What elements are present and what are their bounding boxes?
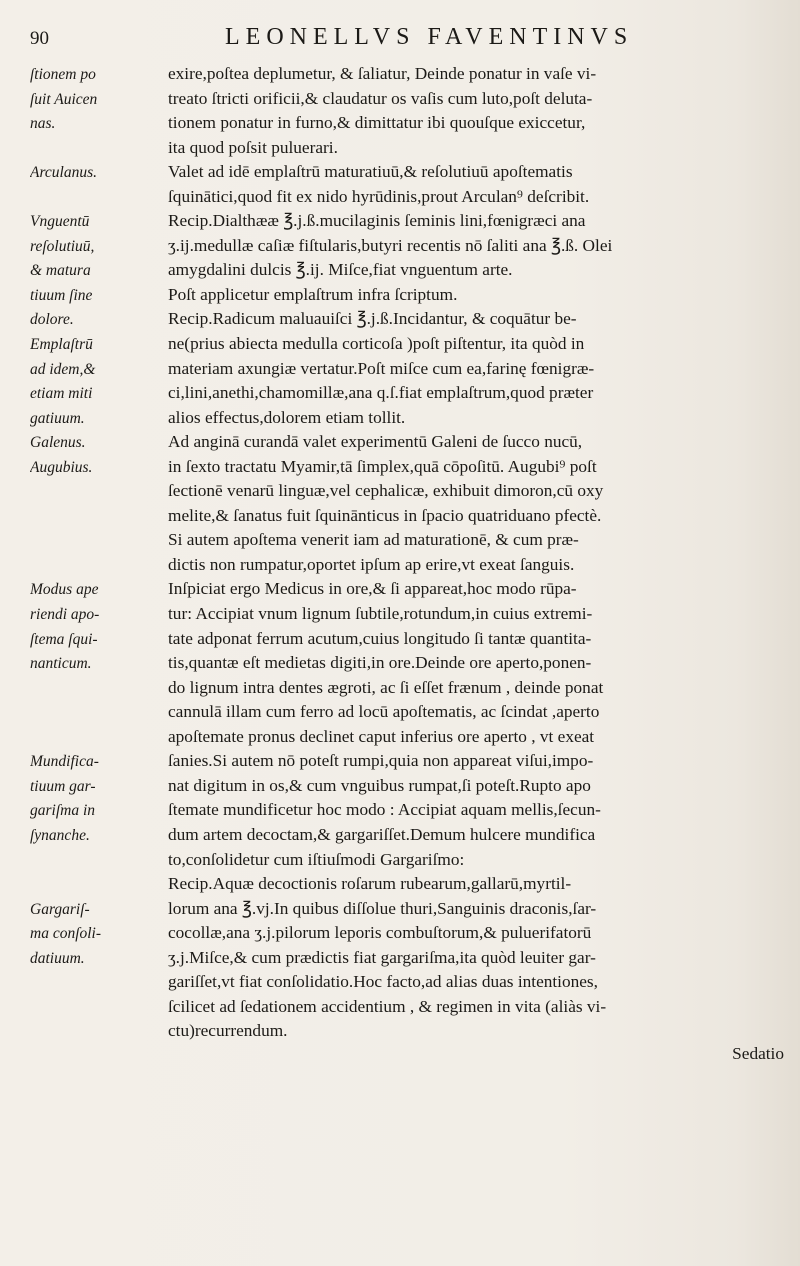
text-line <box>30 357 790 382</box>
marginal-note: Mundifica- <box>30 753 99 771</box>
body-text-line: ne(prius abiecta medulla corticoſa )poſt piſtentur, ita quòd in <box>168 334 585 354</box>
body-text-line: ʒ.j.Miſce,& cum prædictis fiat gargariſma,ita quòd leuiter gar- <box>168 947 596 967</box>
marginal-note: gariſma in <box>30 802 96 820</box>
body-text-line: dum artem decoctam,& gargariſſet.Demum hulcere mundifica <box>168 824 596 844</box>
body-text-line: Recip.Dialthææ ℥.j.ß.mucilaginis ſeminis lini,fœnigræci ana <box>168 211 586 231</box>
text-line <box>30 946 790 971</box>
marginal-note: ſtema ſqui- <box>30 630 98 648</box>
body-text-line: Inſpiciat ergo Medicus in ore,& ſi appareat,hoc modo rūpa- <box>168 579 577 599</box>
body-text-line: tate adponat ferrum acutum,cuius longitudo ſi tantæ quantita- <box>168 628 592 648</box>
body-text-line: cannulā illam cum ferro ad locū apoſtematis, ac ſcindat ,aperto <box>168 702 600 722</box>
body-text-line: ſcilicet ad ſedationem accidentium , & regimen in vita (aliàs vi- <box>168 996 607 1016</box>
body-text-line: alios effectus,dolorem etiam tollit. <box>168 407 406 427</box>
text-line <box>30 627 790 652</box>
marginal-note: Galenus. <box>30 434 86 452</box>
body-text-line: in ſexto tractatu Myamir,tā ſimplex,quā cōpoſitū. Augubi⁹ poſt <box>168 456 597 476</box>
text-line <box>30 921 790 946</box>
body-text-line: materiam axungiæ vertatur.Poſt miſce cum ea,farinę fœnigræ- <box>168 358 595 378</box>
marginal-note: tiuum ſine <box>30 286 93 304</box>
body-text-line: tur: Accipiat vnum lignum ſubtile,rotundum,in cuius extremi- <box>168 604 593 624</box>
body-text-line: Valet ad idē emplaſtrū maturatiuū,& reſolutiuū apoſtematis <box>168 162 573 182</box>
text-line <box>30 283 790 308</box>
text-line <box>30 897 790 922</box>
text-line <box>30 62 790 87</box>
running-head <box>30 22 770 52</box>
text-line <box>30 553 790 578</box>
body-text-line: Si autem apoſtema venerit iam ad maturationē, & cum præ- <box>168 530 579 550</box>
text-line <box>30 602 790 627</box>
body-text-line: cocollæ,ana ʒ.j.pilorum leporis combuſtorum,& puluerifatorū <box>168 923 592 943</box>
marginal-note: etiam miti <box>30 385 93 403</box>
marginal-note: Vnguentū <box>30 213 90 231</box>
marginal-note: nanticum. <box>30 655 92 673</box>
text-line <box>30 234 790 259</box>
marginal-note: Modus ape <box>30 581 99 599</box>
body-text-line: ſanies.Si autem nō poteſt rumpi,quia non appareat viſui,impo- <box>168 751 594 771</box>
text-line <box>30 479 790 504</box>
marginal-note: datiuum. <box>30 949 85 967</box>
marginal-note: Gargariſ- <box>30 900 90 918</box>
body-text-line: Ad anginā curandā valet experimentū Galeni de ſucco nucū, <box>168 432 583 452</box>
body-text-line: amygdalini dulcis ℥.ij. Miſce,fiat vnguentum arte. <box>168 260 513 280</box>
marginal-note: ma conſoli- <box>30 925 102 943</box>
body-text-line: Recip.Radicum maluauiſci ℥.j.ß.Incidantur, & coquātur be- <box>168 309 577 329</box>
marginal-note: reſolutiuū, <box>30 237 95 255</box>
text-line <box>30 700 790 725</box>
running-title: LEONELLVS FAVENTINVS <box>225 24 634 50</box>
body-text-line: Recip.Aquæ decoctionis roſarum rubearum,gallarū,myrtil- <box>168 874 572 894</box>
text-line <box>30 872 790 897</box>
text-line <box>30 406 790 431</box>
body-text-line: ctu)recurrendum. <box>168 1021 288 1041</box>
body-text-line: exire,poſtea deplumetur, & ſaliatur, Deinde ponatur in vaſe vi- <box>168 64 597 83</box>
text-line <box>30 430 790 455</box>
text-line <box>30 970 790 995</box>
body-text-line: to,conſolidetur cum iſtiuſmodi Gargariſmo: <box>168 849 465 869</box>
text-line <box>30 136 790 161</box>
text-line <box>30 307 790 332</box>
page-number: 90 <box>30 28 49 49</box>
text-line <box>30 381 790 406</box>
body-text-line: tis,quantæ eſt medietas digiti,in ore.Deinde ore aperto,ponen- <box>168 653 592 673</box>
text-line <box>30 676 790 701</box>
body-text-line: tionem ponatur in furno,& dimittatur ibi quouſque exiccetur, <box>168 113 586 133</box>
body-text-line: ci,lini,anethi,chamomillæ,ana q.ſ.fiat emplaſtrum,quod præter <box>168 383 594 403</box>
body-text-line: do lignum intra dentes ægroti, ac ſi eſſet frænum , deinde ponat <box>168 677 604 697</box>
body-text-line: gariſſet,vt fiat conſolidatio.Hoc facto,ad alias duas intentiones, <box>168 972 598 992</box>
marginal-note: Emplaſtrū <box>30 336 93 354</box>
marginal-note: gatiuum. <box>30 409 85 427</box>
body-text-line: Poſt applicetur emplaſtrum infra ſcriptum. <box>168 284 458 304</box>
text-line <box>30 1019 790 1044</box>
body-text-line: apoſtemate pronus declinet caput inferius ore aperto , vt exeat <box>168 726 595 746</box>
text-line <box>30 848 790 873</box>
catchword: Sedatio <box>732 1043 784 1063</box>
marginal-note: riendi apo- <box>30 606 100 624</box>
marginal-note: dolore. <box>30 311 74 329</box>
text-line <box>30 651 790 676</box>
text-line <box>30 725 790 750</box>
body-text-line: ſectionē venarū linguæ,vel cephalicæ, exhibuit dimoron,cū oxy <box>168 481 604 501</box>
body-text-line: lorum ana ℥.vj.In quibus diſſolue thuri,Sanguinis draconis,ſar- <box>168 898 597 918</box>
text-line <box>30 528 790 553</box>
text-line <box>30 160 790 185</box>
text-line <box>30 823 790 848</box>
body-text-line: dictis non rumpatur,oportet ipſum ap erire,vt exeat ſanguis. <box>168 554 575 574</box>
text-line <box>30 185 790 210</box>
marginal-note: & matura <box>30 262 91 280</box>
marginal-note: Arculanus. <box>30 164 98 182</box>
marginal-note: Augubius. <box>30 458 93 476</box>
body-text-line: treato ſtricti orificii,& claudatur os vaſis cum luto,poſt deluta- <box>168 88 593 108</box>
body-text-line: ſquinātici,quod fit ex nido hyrūdinis,prout Arculan⁹ deſcribit. <box>168 186 590 206</box>
text-line <box>30 111 790 136</box>
marginal-note: ſynanche. <box>30 826 90 844</box>
body-text-line: ſtemate mundificetur hoc modo : Accipiat aquam mellis,ſecun- <box>168 800 601 820</box>
body-text-line: melite,& ſanatus fuit ſquinānticus in ſpacio quatriduano pfectè. <box>168 505 602 525</box>
catchword-row <box>30 1044 790 1069</box>
text-line <box>30 258 790 283</box>
text-line <box>30 504 790 529</box>
body-text-line: ita quod poſsit puluerari. <box>168 137 338 157</box>
text-line <box>30 455 790 480</box>
marginal-note: tiuum gar- <box>30 777 96 795</box>
body-text-line: nat digitum in os,& cum vnguibus rumpat,ſi poteſt.Rupto apo <box>168 775 591 795</box>
text-body <box>30 62 790 1068</box>
text-line <box>30 798 790 823</box>
text-line <box>30 774 790 799</box>
marginal-note: ſuit Auicen <box>30 90 98 108</box>
text-line <box>30 209 790 234</box>
text-line <box>30 749 790 774</box>
text-line <box>30 87 790 112</box>
text-line <box>30 332 790 357</box>
marginal-note: ſtionem po <box>30 66 96 83</box>
marginal-note: ad idem,& <box>30 360 96 378</box>
marginal-note: nas. <box>30 115 56 133</box>
text-line <box>30 995 790 1020</box>
text-line <box>30 577 790 602</box>
body-text-line: ʒ.ij.medullæ caſiæ fiſtularis,butyri recentis nō ſaliti ana ℥.ß. Olei <box>168 235 613 255</box>
